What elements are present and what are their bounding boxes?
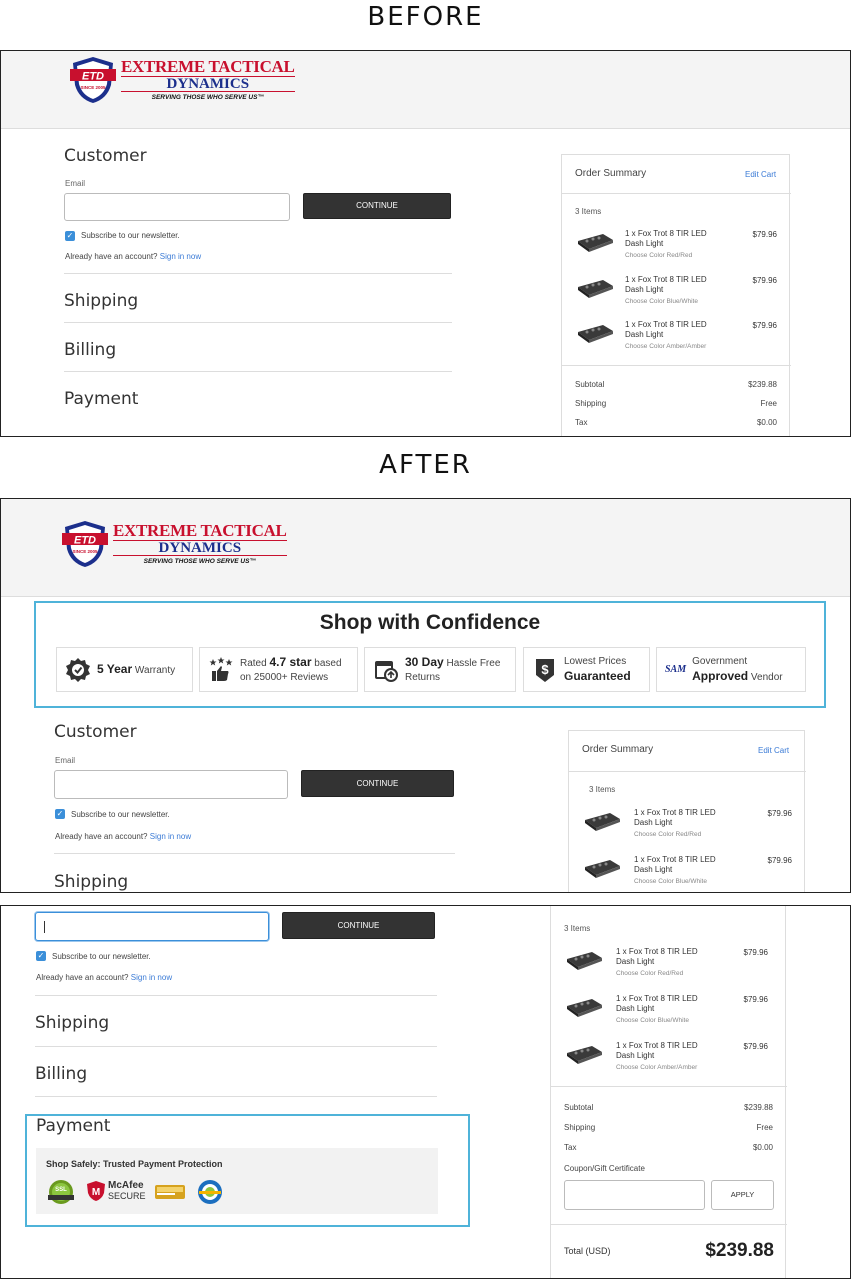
email-input-focused[interactable] [35,912,269,941]
product-thumbnail [575,277,615,299]
coupon-label: Coupon/Gift Certificate [564,1164,645,1173]
svg-text:M: M [91,1187,101,1198]
divider [35,1046,437,1047]
subtotal-value: $239.88 [744,1103,773,1112]
billing-step[interactable]: Billing [64,340,117,360]
logo-line2: DYNAMICS [121,76,295,92]
edit-cart-link[interactable]: Edit Cart [745,170,777,179]
lowest-price-bold: Guaranteed [564,668,631,683]
divider [35,995,437,996]
product-option: Choose Color Blue/White [616,1017,689,1024]
edit-cart-link[interactable]: Edit Cart [758,746,790,755]
newsletter-label: Subscribe to our newsletter. [81,231,180,240]
product-price: $79.96 [743,1042,768,1051]
shield-logo-icon [69,55,117,105]
lowest-price-text [564,655,631,685]
returns-text [405,655,500,685]
vendor-suffix: Vendor [748,671,783,683]
logo-line1: EXTREME TACTICAL [113,521,287,540]
product-name: 1 x Fox Trot 8 TIR LED Dash Light [616,1041,698,1060]
product-thumbnail [564,949,604,971]
account-prompt-text: Already have an account? [55,832,148,841]
sign-in-link[interactable]: Sign in now [130,973,173,982]
sign-in-link[interactable]: Sign in now [149,832,192,841]
returns-badge [364,647,516,692]
divider [569,771,806,772]
shield-logo-icon [61,519,109,569]
product-name: 1 x Fox Trot 8 TIR LED Dash Light [625,320,707,339]
ssl-text: SSL [55,1187,67,1193]
shipping-value: Free [756,1123,773,1132]
account-prompt-text: Already have an account? [65,252,158,261]
sam-logo: SAM [665,664,687,675]
product-option: Choose Color Blue/White [625,298,698,305]
warranty-seal-icon [65,657,91,683]
logo-line1: EXTREME TACTICAL [121,57,295,76]
divider [64,273,452,274]
returns-suffix: Hassle Free [443,657,501,669]
product-name: 1 x Fox Trot 8 TIR LED Dash Light [634,808,716,827]
product-name: 1 x Fox Trot 8 TIR LED Dash Light [625,275,707,294]
continue-button[interactable]: CONTINUE [303,193,451,219]
order-summary [561,154,790,437]
subtotal-value: $239.88 [748,380,777,389]
account-prompt [65,252,201,261]
mcafee-shield-icon [86,1180,106,1202]
payment-step[interactable]: Payment [36,1116,111,1136]
shipping-step[interactable]: Shipping [35,1013,110,1033]
logo-line2: DYNAMICS [113,540,287,556]
product-price: $79.96 [767,809,792,818]
shipping-step[interactable]: Shipping [64,291,139,311]
total-label: Total (USD) [564,1246,611,1256]
text-caret [44,921,45,933]
divider [64,371,452,372]
product-price: $79.96 [743,995,768,1004]
product-option: Choose Color Red/Red [616,970,684,977]
newsletter-checkbox[interactable]: ✓ [56,809,64,818]
svg-text:SINCE 2005: SINCE 2005 [72,549,98,554]
thumbs-up-stars-icon [208,657,234,683]
items-count: 3 Items [564,924,591,933]
product-name: 1 x Fox Trot 8 TIR LED Dash Light [625,229,707,248]
divider [551,1086,787,1087]
divider [551,1224,787,1225]
product-thumbnail [582,857,622,879]
divider [64,322,452,323]
account-prompt [36,973,172,982]
approved-bold: Approved [692,668,749,683]
divider [562,365,791,366]
divider [562,193,791,194]
reviews-bold: 4.7 star [269,654,312,669]
product-name: 1 x Fox Trot 8 TIR LED Dash Light [634,855,716,874]
government-text [692,655,783,685]
tax-label: Tax [575,418,588,427]
reviews-suffix: based [311,657,342,669]
product-name: 1 x Fox Trot 8 TIR LED Dash Light [616,947,698,966]
items-count: 3 Items [589,785,616,794]
shop-with-confidence-panel [34,601,826,708]
divider [35,1096,437,1097]
site-header [1,499,850,597]
newsletter-checkbox[interactable]: ✓ [66,231,74,240]
email-label: Email [65,179,86,188]
product-name: 1 x Fox Trot 8 TIR LED Dash Light [616,994,698,1013]
email-input[interactable] [54,770,288,799]
payment-protection-panel [25,1114,470,1227]
site-logo[interactable] [61,519,287,569]
total-value: $239.88 [705,1240,774,1261]
newsletter-label: Subscribe to our newsletter. [52,952,151,961]
product-thumbnail [564,996,604,1018]
subtotal-label: Subtotal [564,1103,594,1112]
warranty-suffix: Warranty [132,664,176,676]
order-summary [568,730,805,893]
return-calendar-icon [373,657,399,683]
shipping-label: Shipping [575,399,607,408]
product-thumbnail [575,231,615,253]
mcafee-secure-seal [86,1180,146,1202]
after-screenshot-bottom [0,905,851,1279]
price-tag-dollar-icon [532,657,558,683]
product-option: Choose Color Amber/Amber [616,1064,698,1071]
order-summary-title: Order Summary [575,168,647,179]
logo-tagline: SERVING THOSE WHO SERVE US™ [143,558,256,565]
site-header [1,51,850,129]
site-logo[interactable] [69,55,295,105]
product-option: Choose Color Red/Red [634,831,702,838]
product-price: $79.96 [767,856,792,865]
email-label: Email [55,756,76,765]
government-vendor-badge [656,647,806,692]
account-prompt [55,832,191,841]
product-price: $79.96 [752,230,777,239]
before-label: BEFORE [367,2,484,32]
tax-label: Tax [564,1143,577,1152]
reviews-badge [199,647,358,692]
after-label: AFTER [379,450,472,480]
returns-bold: 30 Day [405,654,444,669]
secure-text: SECURE [108,1191,146,1201]
continue-button[interactable]: CONTINUE [282,912,435,939]
mcafee-text: McAfee [108,1180,144,1191]
verified-badge-icon [154,1182,186,1202]
warranty-bold: 5 Year [97,661,133,676]
svg-text:ETD: ETD [82,70,104,83]
customer-heading: Customer [64,146,147,166]
trusted-payment-title: Shop Safely: Trusted Payment Protection [46,1159,223,1169]
items-count: 3 Items [575,207,602,216]
svg-text:ETD: ETD [74,534,96,547]
warranty-text [97,662,175,678]
reviews-line2: on 25000+ Reviews [240,671,329,683]
tax-value: $0.00 [752,1143,773,1152]
product-option: Choose Color Red/Red [625,252,693,259]
trusted-payment-box [36,1148,438,1214]
email-input[interactable] [64,193,290,221]
warranty-badge [56,647,193,692]
before-screenshot [0,50,851,437]
ssl-seal-icon [46,1178,76,1206]
product-price: $79.96 [752,321,777,330]
svg-text:$: $ [541,661,549,677]
lowest-price-badge [523,647,650,692]
customer-heading: Customer [54,722,137,742]
svg-text:SINCE 2005: SINCE 2005 [80,85,106,90]
product-thumbnail [575,322,615,344]
apply-coupon-button[interactable]: APPLY [711,1180,774,1210]
newsletter-label: Subscribe to our newsletter. [71,810,170,819]
shipping-step[interactable]: Shipping [54,872,129,892]
trust-seal-icon [196,1178,224,1206]
order-summary-title: Order Summary [582,744,654,755]
subtotal-label: Subtotal [575,380,605,389]
reviews-text [240,655,342,685]
product-option: Choose Color Blue/White [634,878,707,885]
confidence-title: Shop with Confidence [319,611,541,634]
government-line1: Government [692,655,748,667]
divider [54,853,455,854]
after-screenshot-top [0,498,851,893]
lowest-price-line1: Lowest Prices [564,655,627,667]
reviews-pre: Rated [240,657,270,669]
product-thumbnail [564,1043,604,1065]
returns-line2: Returns [405,671,441,683]
sign-in-link[interactable]: Sign in now [159,252,202,261]
product-price: $79.96 [743,948,768,957]
billing-step[interactable]: Billing [35,1064,88,1084]
logo-tagline: SERVING THOSE WHO SERVE US™ [151,94,264,101]
shipping-label: Shipping [564,1123,596,1132]
product-thumbnail [582,810,622,832]
tax-value: $0.00 [756,418,777,427]
shipping-value: Free [760,399,777,408]
account-prompt-text: Already have an account? [36,973,129,982]
continue-button[interactable]: CONTINUE [301,770,454,797]
newsletter-checkbox[interactable]: ✓ [37,951,45,960]
order-summary [550,905,786,1279]
payment-step[interactable]: Payment [64,389,139,409]
coupon-input[interactable] [564,1180,705,1210]
product-price: $79.96 [752,276,777,285]
product-option: Choose Color Amber/Amber [625,343,707,350]
